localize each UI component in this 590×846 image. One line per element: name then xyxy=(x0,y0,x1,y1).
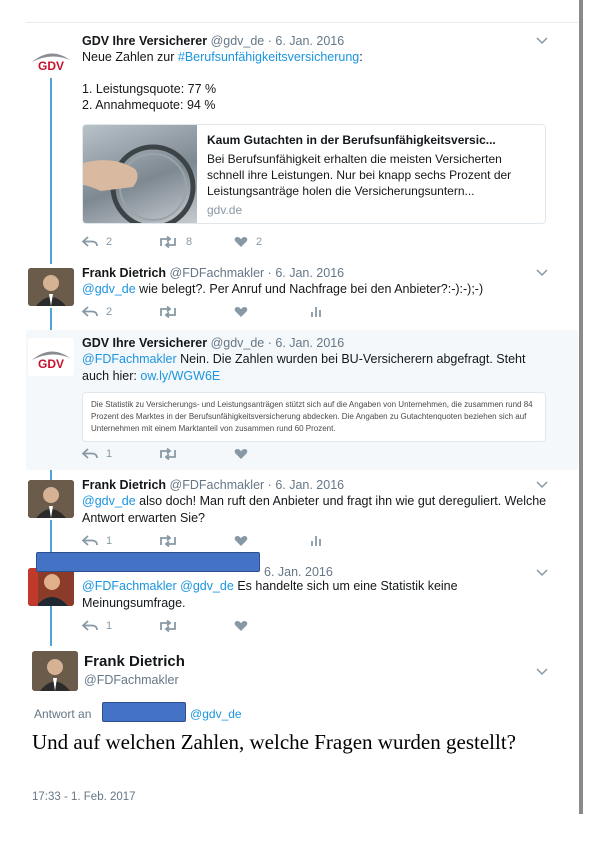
retweet-icon xyxy=(158,620,178,632)
tweet-header: Frank Dietrich @FDFachmakler · 6. Jan. 2016 xyxy=(82,266,345,280)
analytics-button[interactable] xyxy=(310,535,386,547)
retweet-icon xyxy=(158,236,178,248)
tweet[interactable] xyxy=(26,560,578,642)
mention-link[interactable]: @gdv_de xyxy=(82,494,136,508)
tweet[interactable] xyxy=(26,472,578,556)
tweet-text-line: 1. Leistungsquote: 77 % xyxy=(82,82,217,96)
link-preview-card[interactable] xyxy=(82,124,546,224)
short-link[interactable]: ow.ly/WGW6E xyxy=(140,369,221,383)
author-handle[interactable]: @FDFachmakler xyxy=(169,478,265,492)
tweet[interactable] xyxy=(26,260,578,328)
author-name[interactable]: Frank Dietrich xyxy=(82,478,167,492)
tweet-text: @gdv_de also doch! Man ruft den Anbieter und fragt ihn wie gut dereguliert. Welche Antwort erwarten Sie? xyxy=(82,494,547,525)
tweet-actions xyxy=(82,304,386,320)
mention-link[interactable]: @FDFachmakler xyxy=(82,579,177,593)
reply-icon xyxy=(82,620,98,632)
redaction-box xyxy=(36,552,260,572)
reply-button[interactable]: 2 xyxy=(82,236,158,248)
reply-context: Antwort an @gdv_de xyxy=(34,707,242,721)
reply-icon xyxy=(82,535,98,547)
mention-link[interactable]: @gdv_de xyxy=(82,282,136,296)
heart-icon xyxy=(234,236,248,248)
mention-link[interactable]: @gdv_de xyxy=(180,579,234,593)
tweet-actions xyxy=(82,533,386,549)
retweet-button[interactable] xyxy=(158,620,234,632)
gdv-logo-avatar[interactable] xyxy=(28,338,74,376)
tweet-actions xyxy=(82,618,310,634)
tweet-date[interactable]: 6. Jan. 2016 xyxy=(275,336,345,350)
retweet-icon xyxy=(158,306,178,318)
tweet-date[interactable]: 6. Jan. 2016 xyxy=(275,266,345,280)
gdv-logo-avatar[interactable] xyxy=(28,40,74,78)
chevron-down-icon[interactable] xyxy=(536,665,548,679)
tweet-timestamp[interactable]: 17:33 - 1. Feb. 2017 xyxy=(32,791,136,803)
retweet-button[interactable]: 8 xyxy=(158,236,234,248)
tweet-header: GDV Ihre Versicherer @gdv_de · 6. Jan. 2016 xyxy=(82,336,345,350)
retweet-icon xyxy=(158,448,178,460)
tweet-text-line: 2. Annahmequote: 94 % xyxy=(82,98,216,112)
heart-icon xyxy=(234,620,248,632)
redaction-box xyxy=(102,702,186,722)
heart-icon xyxy=(234,535,248,547)
focused-tweet-text: Und auf welchen Zahlen, welche Fragen wurden gestellt? xyxy=(32,730,516,754)
tweet-header: GDV Ihre Versicherer @gdv_de · 6. Jan. 2016 xyxy=(82,34,345,48)
tweet[interactable] xyxy=(26,330,578,470)
author-avatar[interactable] xyxy=(28,568,74,606)
tweet-text: @FDFachmakler Nein. Die Zahlen wurden bei BU-Versicherern abgefragt. Steht auch hier: ow.ly/WGW6E xyxy=(82,352,526,383)
heart-icon xyxy=(234,306,248,318)
author-handle[interactable]: @FDFachmakler xyxy=(169,266,265,280)
chevron-down-icon[interactable] xyxy=(536,34,548,48)
svg-text:GDV: GDV xyxy=(37,357,65,371)
like-button[interactable] xyxy=(234,620,310,632)
like-button[interactable]: 2 xyxy=(234,236,310,248)
tweet-text: @FDFachmakler @gdv_de Es handelte sich um eine Statistik keine Meinungsumfrage. xyxy=(82,579,458,610)
tweet-actions xyxy=(82,234,310,250)
author-handle[interactable]: @gdv_de xyxy=(210,336,265,350)
mention-link[interactable]: @FDFachmakler xyxy=(82,352,177,366)
reply-icon xyxy=(82,306,98,318)
reply-button[interactable]: 1 xyxy=(82,535,158,547)
tweet-text: Neue Zahlen zur #Berufsunfähigkeitsversicherung: xyxy=(82,50,363,64)
tweet-date[interactable]: 6. Jan. 2016 xyxy=(275,478,345,492)
frank-dietrich-avatar[interactable] xyxy=(32,651,78,691)
reply-button[interactable]: 2 xyxy=(82,306,158,318)
window-right-edge xyxy=(579,0,583,814)
reply-button[interactable]: 1 xyxy=(82,448,158,460)
retweet-icon xyxy=(158,535,178,547)
analytics-button[interactable] xyxy=(310,306,386,318)
author-name[interactable]: Frank Dietrich xyxy=(82,266,167,280)
retweet-button[interactable] xyxy=(158,448,234,460)
frank-dietrich-avatar[interactable] xyxy=(28,480,74,518)
retweet-button[interactable] xyxy=(158,535,234,547)
hashtag-link[interactable]: #Berufsunfähigkeitsversicherung xyxy=(177,50,360,64)
chevron-down-icon[interactable] xyxy=(536,266,548,280)
tweet-date[interactable]: 6. Jan. 2016 xyxy=(275,34,345,48)
frank-dietrich-avatar[interactable] xyxy=(28,268,74,306)
card-description: Bei Berufsunfähigkeit erhalten die meisten Versicherten schnell ihre Leistungen. Nur bei knapp sechs Prozent der Leistungsanträge holen die Versicherungsuntern... xyxy=(207,152,512,198)
card-domain: gdv.de xyxy=(207,203,243,217)
author-name[interactable]: GDV Ihre Versicherer xyxy=(82,34,208,48)
timeline-top-border xyxy=(26,22,578,23)
card-thumbnail xyxy=(83,125,197,224)
card-title[interactable]: Kaum Gutachten in der Berufsunfähigkeitsversic... xyxy=(207,133,496,147)
author-name[interactable]: GDV Ihre Versicherer xyxy=(82,336,208,350)
chevron-down-icon[interactable] xyxy=(536,478,548,492)
quoted-excerpt: Die Statistik zu Versicherungs- und Leistungsanträgen stützt sich auf die Angaben von Unternehmen, die zusammen rund 84 Prozent des Marktes in der Berufsunfähigkeitsversicherung abdecken. Die Angaben zu Gutachtenquoten beziehen sich auf Unternehmen mit einem Marktanteil von zusammen rund 60 Prozent. xyxy=(82,392,546,442)
tweet-date[interactable]: 6. Jan. 2016 xyxy=(264,565,333,579)
reply-icon xyxy=(82,236,98,248)
tweet[interactable] xyxy=(26,28,578,260)
heart-icon xyxy=(234,448,248,460)
tweet-header: Frank Dietrich @FDFachmakler · 6. Jan. 2016 xyxy=(82,478,345,492)
stats-icon xyxy=(310,535,322,547)
retweet-button[interactable] xyxy=(158,306,234,318)
like-button[interactable] xyxy=(234,448,310,460)
author-name[interactable]: Frank Dietrich xyxy=(84,653,185,670)
tweet-actions xyxy=(82,446,310,462)
reply-button[interactable]: 1 xyxy=(82,620,158,632)
reply-icon xyxy=(82,448,98,460)
like-button[interactable] xyxy=(234,535,310,547)
tweet-text: @gdv_de wie belegt?. Per Anruf und Nachfrage bei den Anbieter?:-):-);-) xyxy=(82,282,484,296)
like-button[interactable] xyxy=(234,306,310,318)
mention-link[interactable]: @gdv_de xyxy=(190,707,242,721)
tweet-header xyxy=(264,565,333,579)
svg-text:GDV: GDV xyxy=(37,59,65,73)
author-handle[interactable]: @FDFachmakler xyxy=(84,673,179,687)
author-handle[interactable]: @gdv_de xyxy=(210,34,265,48)
stats-icon xyxy=(310,306,322,318)
